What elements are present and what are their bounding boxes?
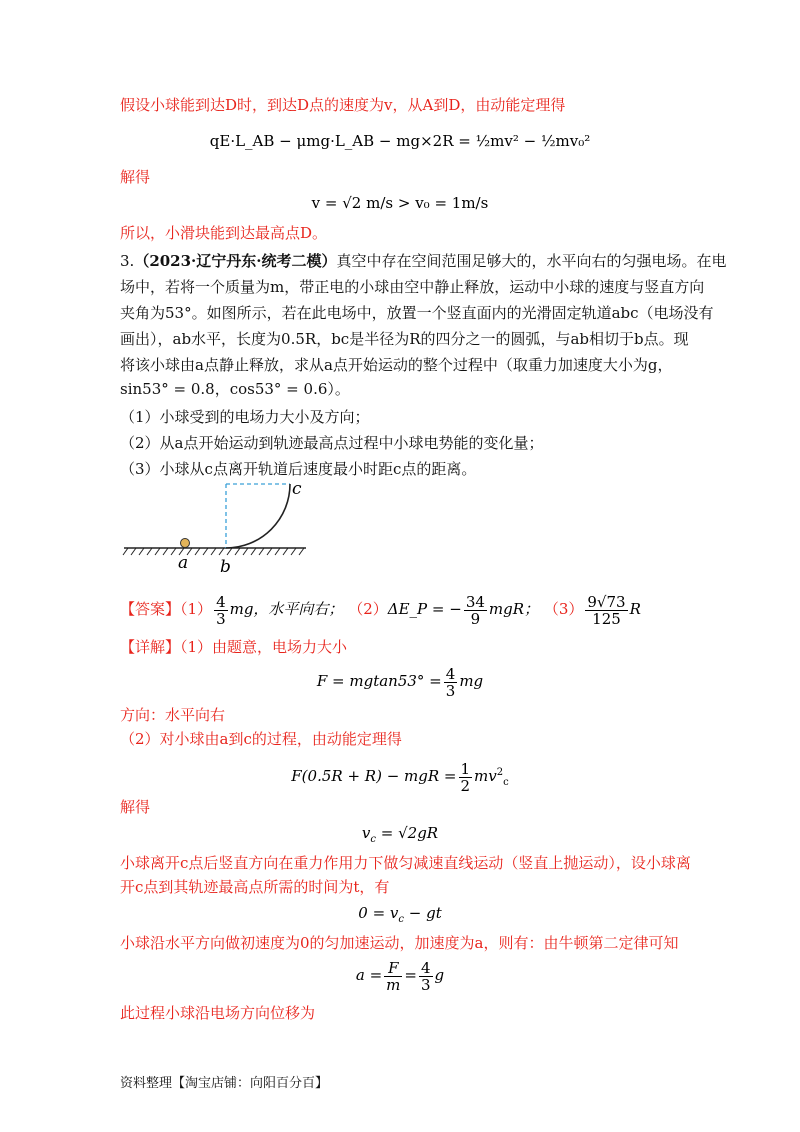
text-conclusion: 所以，小滑块能到达最高点D。 [120,224,328,242]
text-line: 假设小球能到达D时，到达D点的速度为v，从A到D，由动能定理得 [120,96,566,114]
equation-time [0,904,800,925]
frac-num: 1 [460,759,471,778]
frac-num: 34 [465,592,485,611]
ground-hatching [123,548,306,555]
frac-den: 9 [470,609,481,628]
frac-num: 4 [216,592,226,611]
answer-line [120,592,641,627]
eq-head: F = mgtan53° = [316,672,442,690]
ball [181,539,190,548]
eq-tail: g [434,966,445,984]
frac-den: 3 [420,975,431,994]
answer-head-2: ΔE_P = − [387,600,462,618]
eq-frac [459,761,473,794]
problem-line-1 [120,250,727,272]
problem-line-2: 场中，若将一个质量为m，带正电的小球由空中静止释放，运动中小球的速度与竖直方向 [120,278,705,296]
eq-head: 0 = v [358,904,399,922]
answer-tag: 【答案】 [120,600,181,618]
answer-p2: （2） [348,600,388,618]
label-b: b [220,557,231,577]
dashed-guide [226,484,290,548]
label-a: a [178,553,189,573]
eq-head: F(0.5R + R) − mgR = [291,767,457,785]
problem-line-3: 夹角为53°。如图所示，若在此电场中，放置一个竖直面内的光滑固定轨道abc（电场没有 [120,304,714,322]
equation-energy: qE·L_AB − μmg·L_AB − mg×2R = ½mv² − ½mv₀² [209,132,591,150]
detail-line-3: 小球离开c点后竖直方向在重力作用力下做匀减速直线运动（竖直上抛运动），设小球离 [120,854,691,872]
eq-sub: c [503,777,509,788]
eq-frac-2 [419,960,433,993]
equation-work [0,756,800,800]
equation-accel [0,958,800,993]
frac-den: 3 [216,609,226,628]
frac-den: m [386,975,401,994]
problem-line-5: 将该小球由a点静止释放，求从a点开始运动的整个过程中（取重力加速度大小为g， [120,356,673,374]
equation-velocity: v = √2 m/s > v₀ = 1m/s [311,194,489,212]
frac-num: 4 [445,664,456,683]
detail-line-2: （2）对小球由a到c的过程，由动能定理得 [120,730,402,748]
detail-direction: 方向：水平向右 [120,706,226,724]
problem-line-6: sin53° = 0.8，cos53° = 0.6）。 [120,380,350,398]
text-jiede: 解得 [120,168,151,186]
detail-line-5: 小球沿水平方向做初速度为0的匀加速运动，加速度为a，则有：由牛顿第二定律可知 [120,934,679,952]
frac-den: 2 [460,776,471,795]
footer-text: 资料整理【淘宝店铺：向阳百分百】 [120,1076,329,1091]
eq-sub: c [370,834,376,845]
eq-var: v [361,824,371,842]
answer-p1: （1） [180,600,213,618]
eq-tail: = √2gR [375,824,439,842]
eq-mid: = [404,966,417,984]
problem-text: 真空中存在空间范围足够大的，水平向右的匀强电场。在电 [336,252,727,270]
answer-p3: （3） [543,600,584,618]
answer-frac-3 [585,594,627,627]
question-3: （3）小球从c点离开轨道后速度最小时距c点的距离。 [120,460,477,478]
frac-num: 4 [420,958,431,977]
frac-num: 9√73 [587,592,626,611]
answer-tail-1: mg，水平向右； [229,600,344,618]
problem-line-4: 画出），ab水平，长度为0.5R，bc是半径为R的四分之一的圆弧，与ab相切于b点。现 [120,330,689,348]
answer-tail-2: mgR； [488,600,540,618]
label-c: c [292,479,302,499]
eq-frac-1 [384,960,402,993]
problem-number: 3. [120,252,135,270]
detail-tag: 【详解】 [120,638,181,656]
answer-frac-1 [214,594,228,627]
question-2: （2）从a点开始运动到轨迹最高点过程中小球电势能的变化量； [120,434,544,452]
frac-num: F [384,960,402,977]
eq-sup: 2 [496,767,504,778]
frac-den: 125 [592,609,621,628]
arc-track [226,484,290,548]
detail-text: （1）由题意，电场力大小 [180,638,348,656]
detail-line-1 [120,636,347,658]
eq-tail: mg [459,672,484,690]
answer-frac-2 [464,594,487,627]
detail-line-4: 开c点到其轨迹最高点所需的时间为t，有 [120,878,390,896]
detail-jiede: 解得 [120,798,151,816]
eq-tail: − gt [404,904,442,922]
eq-head: a = [355,966,383,984]
problem-source: （2023·辽宁丹东·统考二模） [134,252,337,270]
track-diagram [120,478,320,578]
eq-sub: c [398,914,404,925]
detail-line-6: 此过程小球沿电场方向位移为 [120,1004,316,1022]
question-1: （1）小球受到的电场力大小及方向； [120,408,370,426]
answer-tail-3: R [629,600,641,618]
equation-vc [0,824,800,845]
eq-frac [444,666,458,699]
eq-tail: mv [474,767,497,785]
frac-den: 3 [445,681,456,700]
equation-force [0,664,800,699]
